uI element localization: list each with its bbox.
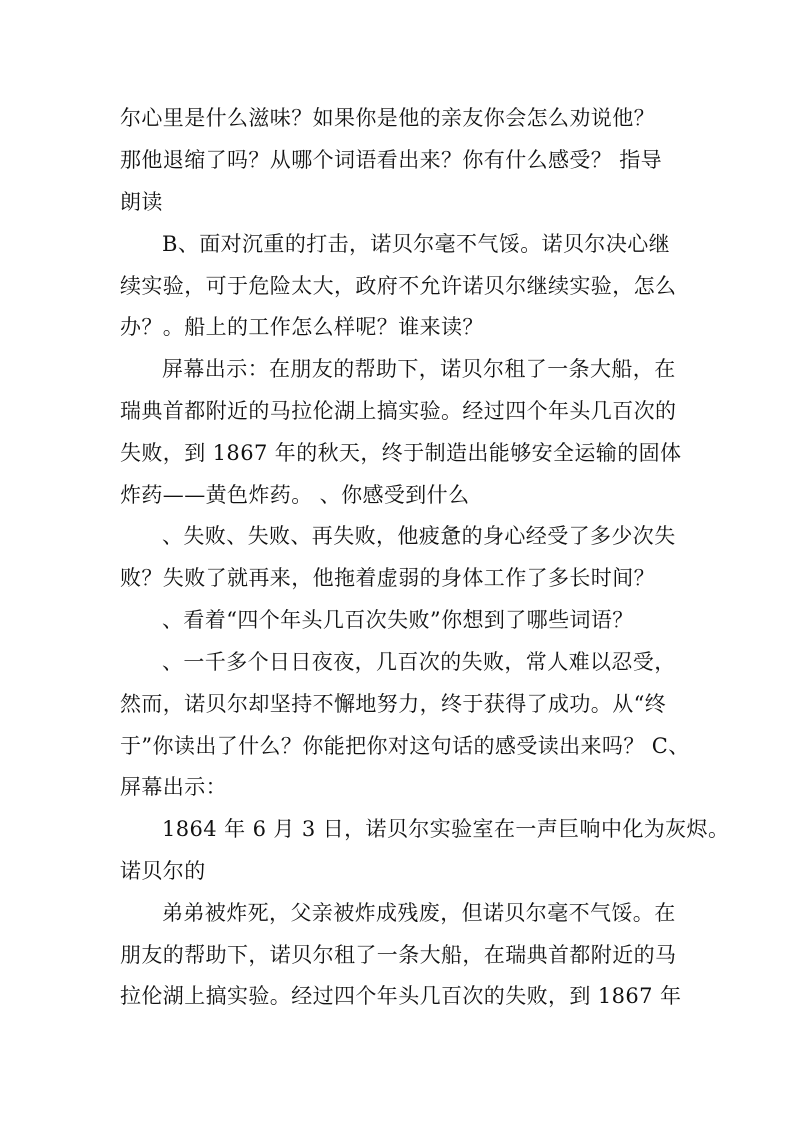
text-line: 续实验，可于危险太大，政府不允许诺贝尔继续实验，怎么 (120, 274, 677, 298)
text-line: 弟弟被炸死，父亲被炸成残废，但诺贝尔毫不气馁。在 (162, 901, 676, 925)
text-line: 、一千多个日日夜夜，几百次的失败，常人难以忍受， (162, 650, 676, 674)
text-line: 瑞典首都附近的马拉伦湖上搞实验。经过四个年头几百次的 (120, 399, 677, 423)
text-line: 败？失败了就再来，他拖着虚弱的身体工作了多长时间？ (120, 566, 655, 590)
text-line: 炸药——黄色炸药。 、你感受到什么 (120, 483, 470, 507)
text-line: 、失败、失败、再失败，他疲惫的身心经受了多少次失 (162, 524, 676, 548)
text-line: 、看着“四个年头几百次失败”你想到了哪些词语？ (162, 608, 634, 632)
text-line: 朗读 (120, 190, 163, 214)
text-line: 拉伦湖上搞实验。经过四个年头几百次的失败，到 1867 年 (120, 984, 682, 1008)
text-line: 朋友的帮助下，诺贝尔租了一条大船，在瑞典首都附近的马 (120, 943, 677, 967)
text-line: 诺贝尔的 (120, 859, 206, 883)
text-line: 办？。船上的工作怎么样呢？谁来读？ (120, 315, 484, 339)
text-line: 然而，诺贝尔却坚持不懈地努力，终于获得了成功。从“终 (120, 692, 667, 716)
text-line: 尔心里是什么滋味？如果你是他的亲友你会怎么劝说他？ (120, 106, 655, 130)
text-line: 屏幕出示：在朋友的帮助下，诺贝尔租了一条大船，在 (162, 357, 676, 381)
text-line: 1864 年 6 月 3 日，诺贝尔实验室在一声巨响中化为灰烬。 (162, 817, 730, 841)
text-line: 失败，到 1867 年的秋天，终于制造出能够安全运输的固体 (120, 441, 682, 465)
text-line: B、面对沉重的打击，诺贝尔毫不气馁。诺贝尔决心继 (162, 232, 671, 256)
text-line: 于”你读出了什么？你能把你对这句话的感受读出来吗？ C、 (120, 734, 690, 758)
text-line: 屏幕出示： (120, 775, 227, 799)
text-line: 那他退缩了吗？从哪个词语看出来？你有什么感受？ 指导 (120, 148, 663, 172)
